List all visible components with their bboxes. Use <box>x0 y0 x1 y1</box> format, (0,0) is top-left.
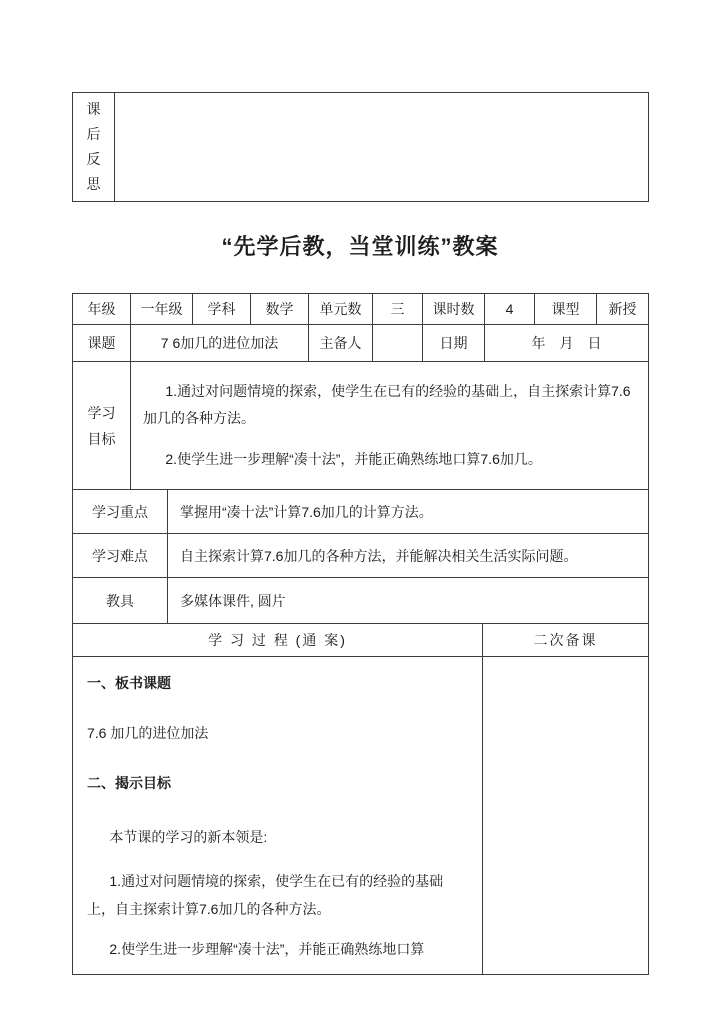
unit-label: 单元数 <box>309 294 373 325</box>
learning-process-table <box>72 623 649 975</box>
table-row <box>73 490 649 534</box>
second-prep-cell <box>483 657 649 975</box>
goals-content-cell <box>131 362 649 490</box>
reflection-content-cell <box>115 93 649 202</box>
document-page <box>72 0 648 975</box>
section1-body: 7.6 加几的进位加法 <box>87 725 209 741</box>
table-row <box>73 93 649 202</box>
goals-label-cell <box>73 362 131 490</box>
teaching-aids-value: 多媒体课件, 圆片 <box>168 578 649 624</box>
preparer-value <box>373 325 423 362</box>
period-value: 4 <box>485 294 535 325</box>
section2-intro: 本节课的学习的新本领是: <box>109 829 268 845</box>
goal-item-2: 2.使学生进一步理解“凑十法”，并能正确熟练地口算7.6加几。 <box>165 451 542 467</box>
key-points-table <box>72 489 649 624</box>
goals-label: 学习目标 <box>87 404 116 447</box>
topic-value: 7 6加几的进位加法 <box>131 325 309 362</box>
section1-title: 一、板书课题 <box>87 675 171 691</box>
subject-label: 学科 <box>193 294 251 325</box>
table-row <box>73 624 649 657</box>
process-content-cell <box>73 657 483 975</box>
table-row <box>73 578 649 624</box>
reflection-table <box>72 92 649 202</box>
topic-label: 课题 <box>73 325 131 362</box>
period-label: 课时数 <box>423 294 485 325</box>
reflection-label-cell <box>73 93 115 202</box>
process-header: 学 习 过 程 (通 案) <box>73 624 483 657</box>
grade-value: 一年级 <box>131 294 193 325</box>
date-value: 年 月 日 <box>485 325 649 362</box>
preparer-label: 主备人 <box>309 325 373 362</box>
lesson-info-table <box>72 293 649 362</box>
table-row <box>73 657 649 975</box>
section2-item-2: 2.使学生进一步理解“凑十法”，并能正确熟练地口算 <box>109 941 425 957</box>
reflection-label: 课后反思 <box>86 101 101 192</box>
teaching-aids-label: 教具 <box>73 578 168 624</box>
difficulty-label: 学习难点 <box>73 534 168 578</box>
date-label: 日期 <box>423 325 485 362</box>
grade-label: 年级 <box>73 294 131 325</box>
goal-item-1: 1.通过对问题情境的探索，使学生在已有的经验的基础上，自主探索计算7.6加几的各种方法。 <box>143 383 631 426</box>
lesson-type-label: 课型 <box>535 294 597 325</box>
section2-title: 二、揭示目标 <box>87 775 171 791</box>
table-row <box>73 294 649 325</box>
difficulty-value: 自主探索计算7.6加几的各种方法，并能解决相关生活实际问题。 <box>168 534 649 578</box>
second-prep-header: 二次备课 <box>483 624 649 657</box>
table-row <box>73 325 649 362</box>
key-point-label: 学习重点 <box>73 490 168 534</box>
unit-value: 三 <box>373 294 423 325</box>
subject-value: 数学 <box>251 294 309 325</box>
learning-goals-table <box>72 361 649 490</box>
page-title: “先学后教，当堂训练”教案 <box>221 234 499 259</box>
table-row <box>73 362 649 490</box>
key-point-value: 掌握用“凑十法”计算7.6加几的计算方法。 <box>168 490 649 534</box>
lesson-type-value: 新授 <box>597 294 649 325</box>
section2-item-1: 1.通过对问题情境的探索，使学生在已有的经验的基础上，自主探索计算7.6加几的各种方法。 <box>87 873 444 917</box>
table-row <box>73 534 649 578</box>
